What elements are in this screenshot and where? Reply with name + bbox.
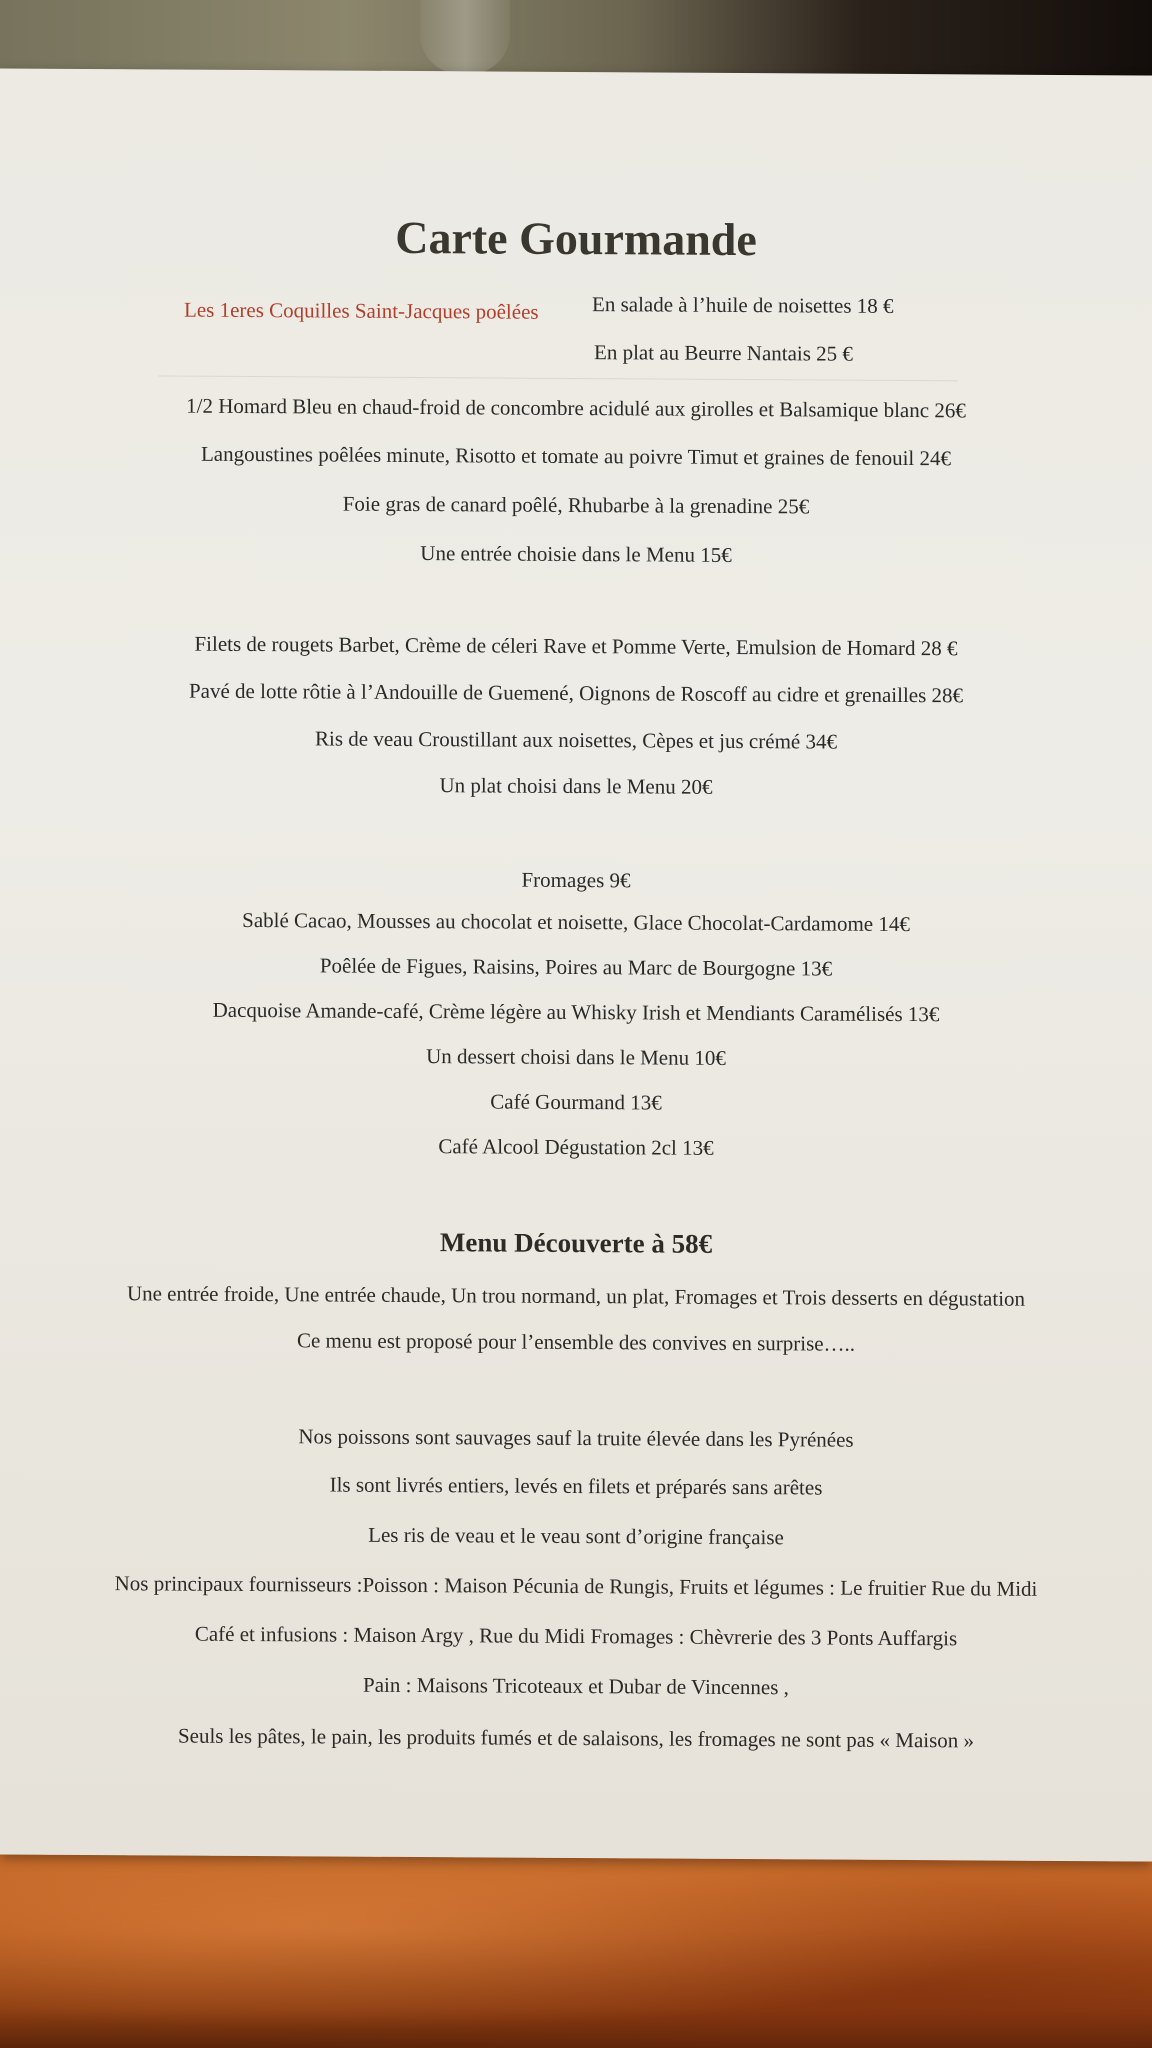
- plat-item: Pavé de lotte rôtie à l’Andouille de Guemené, Oignons de Roscoff au cidre et grenailles 28€: [188, 678, 964, 708]
- entree-item: 1/2 Homard Bleu en chaud-froid de concombre acidulé aux girolles et Balsamique blanc 26€: [186, 393, 966, 423]
- menu-decouverte-note: Ce menu est proposé pour l’ensemble des convives en surprise…..: [296, 1328, 856, 1356]
- info-line: Ils sont livrés entiers, levés en filets et préparés sans arêtes: [329, 1472, 823, 1500]
- dessert-item: Dacquoise Amande-café, Crème légère au Whisky Irish et Mendiants Caramélisés 13€: [212, 997, 940, 1027]
- entree-item: Une entrée choisie dans le Menu 15€: [420, 541, 732, 567]
- divider: [158, 375, 958, 381]
- wine-glass: [420, 0, 510, 74]
- info-line: Les ris de veau et le veau sont d’origine française: [368, 1522, 784, 1550]
- dessert-item: Un dessert choisi dans le Menu 10€: [426, 1044, 726, 1070]
- info-line: Seuls les pâtes, le pain, les produits fumés et de salaisons, les fromages ne sont pas « Maison »: [177, 1723, 975, 1753]
- dessert-item: Fromages 9€: [521, 867, 631, 893]
- entree-item: Langoustines poêlées minute, Risotto et tomate au poivre Timut et graines de fenouil 24€: [200, 441, 952, 471]
- background-top: [0, 0, 1152, 74]
- tablecloth: [0, 1850, 1152, 2048]
- menu-decouverte-title: Menu Découverte à 58€: [439, 1227, 713, 1259]
- menu-decouverte-description: Une entrée froide, Une entrée chaude, Un trou normand, un plat, Fromages et Trois desserts en dégustation: [126, 1281, 1026, 1311]
- info-line: Café et infusions : Maison Argy , Rue du Midi Fromages : Chèvrerie des 3 Ponts Auffargis: [194, 1621, 958, 1651]
- info-line: Pain : Maisons Tricoteaux et Dubar de Vincennes ,: [363, 1672, 789, 1700]
- coquilles-salade: En salade à l’huile de noisettes 18 €: [592, 292, 894, 318]
- coquilles-label: Les 1eres Coquilles Saint-Jacques poêlées: [184, 297, 539, 324]
- plat-item: Un plat choisi dans le Menu 20€: [439, 773, 713, 799]
- dessert-item: Sablé Cacao, Mousses au chocolat et noisette, Glace Chocolat-Cardamome 14€: [242, 907, 910, 937]
- dessert-item: Poêlée de Figues, Raisins, Poires au Marc de Bourgogne 13€: [319, 953, 833, 981]
- info-line: Nos poissons sont sauvages sauf la truite élevée dans les Pyrénées: [298, 1424, 854, 1452]
- menu-title: Carte Gourmande: [395, 211, 757, 266]
- menu-sheet: [0, 68, 1152, 1861]
- dessert-item: Café Gourmand 13€: [490, 1089, 662, 1115]
- entree-item: Foie gras de canard poêlé, Rhubarbe à la grenadine 25€: [342, 491, 810, 519]
- dessert-item: Café Alcool Dégustation 2cl 13€: [438, 1134, 714, 1160]
- plat-item: Filets de rougets Barbet, Crème de céleri Rave et Pomme Verte, Emulsion de Homard 28 €: [194, 631, 958, 661]
- coquilles-plat: En plat au Beurre Nantais 25 €: [594, 340, 853, 366]
- info-line: Nos principaux fournisseurs :Poisson : Maison Pécunia de Rungis, Fruits et légumes : Le fruitier Rue du Midi: [114, 1571, 1038, 1601]
- plat-item: Ris de veau Croustillant aux noisettes, Cèpes et jus crémé 34€: [315, 726, 837, 754]
